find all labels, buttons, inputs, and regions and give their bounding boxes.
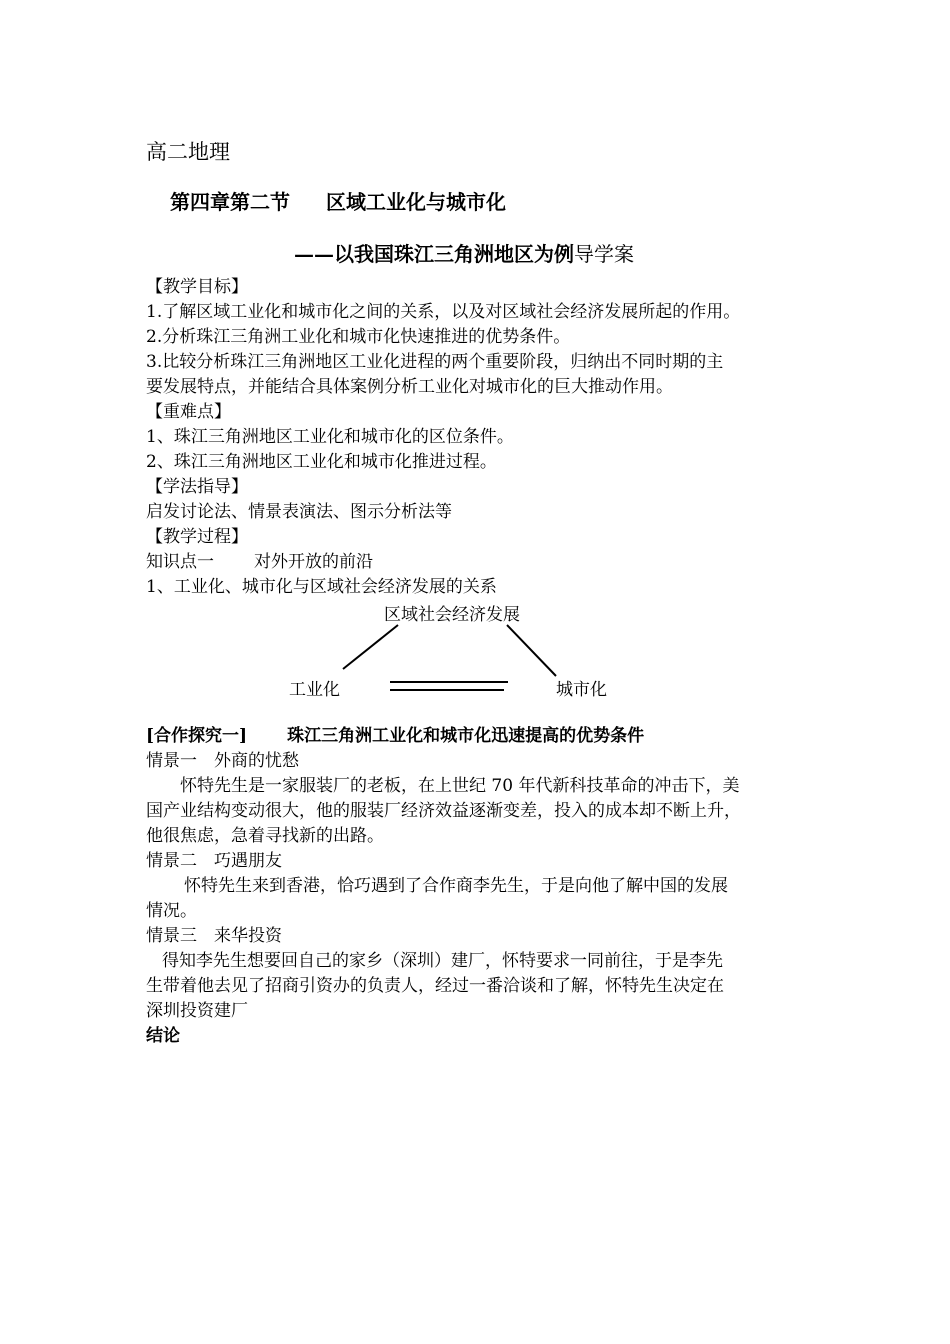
objective-item: 3.比较分析珠江三角洲地区工业化进程的两个重要阶段，归纳出不同时期的主: [146, 352, 724, 372]
scene-text: 深圳投资建厂: [146, 1001, 248, 1021]
chapter-topic: 区域工业化与城市化: [326, 190, 506, 214]
chapter-number: 第四章第二节: [170, 190, 290, 214]
diagram-line-left: [343, 625, 398, 669]
scene-text: 国产业结构变动很大，他的服装厂经济效益逐渐变差，投入的成本却不断上升，: [146, 801, 741, 821]
diagram-right-label: 城市化: [556, 680, 607, 700]
objective-item: 要发展特点，并能结合具体案例分析工业化对城市化的巨大推动作用。: [146, 377, 673, 397]
diagram-left-label: 工业化: [289, 680, 340, 700]
methods-text: 启发讨论法、情景表演法、图示分析法等: [146, 502, 452, 522]
objectives-heading: 【教学目标】: [146, 277, 248, 297]
subtitle-rest: 导学案: [574, 242, 634, 266]
objective-item: 1.了解区域工业化和城市化之间的关系，以及对区域社会经济发展所起的作用。: [146, 302, 741, 322]
process-heading: 【教学过程】: [146, 527, 248, 547]
objective-item: 2.分析珠江三角洲工业化和城市化快速推进的优势条件。: [146, 327, 571, 347]
scene-title: 情景二 巧遇朋友: [146, 851, 282, 871]
inquiry-heading: [146, 724, 644, 748]
scene-text: 他很焦虑，急着寻找新的出路。: [146, 826, 384, 846]
process-item: 1、工业化、城市化与区域社会经济发展的关系: [146, 577, 497, 597]
subtitle-bold: ——以我国珠江三角洲地区为例: [294, 242, 574, 266]
scene-title: 情景一 外商的忧愁: [146, 751, 299, 771]
key-points-heading: 【重难点】: [146, 402, 231, 422]
knowledge-point-title: 对外开放的前沿: [254, 552, 373, 572]
scene-text: 情况。: [146, 901, 197, 921]
conclusion-heading: 结论: [146, 1026, 180, 1046]
subject-label: 高二地理: [146, 140, 230, 164]
knowledge-point-label: 知识点一: [146, 552, 214, 572]
inquiry-label: [合作探究一]: [146, 726, 248, 746]
methods-heading: 【学法指导】: [146, 477, 248, 497]
key-point-item: 1、珠江三角洲地区工业化和城市化的区位条件。: [146, 427, 514, 447]
scene-text: 生带着他去见了招商引资办的负责人，经过一番洽谈和了解，怀特先生决定在: [146, 976, 724, 996]
scene-text: 怀特先生来到香港，恰巧遇到了合作商李先生，于是向他了解中国的发展: [184, 876, 728, 896]
scene-title: 情景三 来华投资: [146, 926, 282, 946]
scene-text: 得知李先生想要回自己的家乡（深圳）建厂，怀特要求一同前往，于是李先: [162, 951, 723, 971]
diagram-top-label: 区域社会经济发展: [384, 605, 520, 625]
scene-text: 怀特先生是一家服装厂的老板，在上世纪 70 年代新科技革命的冲击下，美: [180, 776, 740, 796]
diagram-line-right: [507, 625, 556, 676]
key-point-item: 2、珠江三角洲地区工业化和城市化推进过程。: [146, 452, 497, 472]
inquiry-title: 珠江三角洲工业化和城市化迅速提高的优势条件: [287, 726, 645, 746]
